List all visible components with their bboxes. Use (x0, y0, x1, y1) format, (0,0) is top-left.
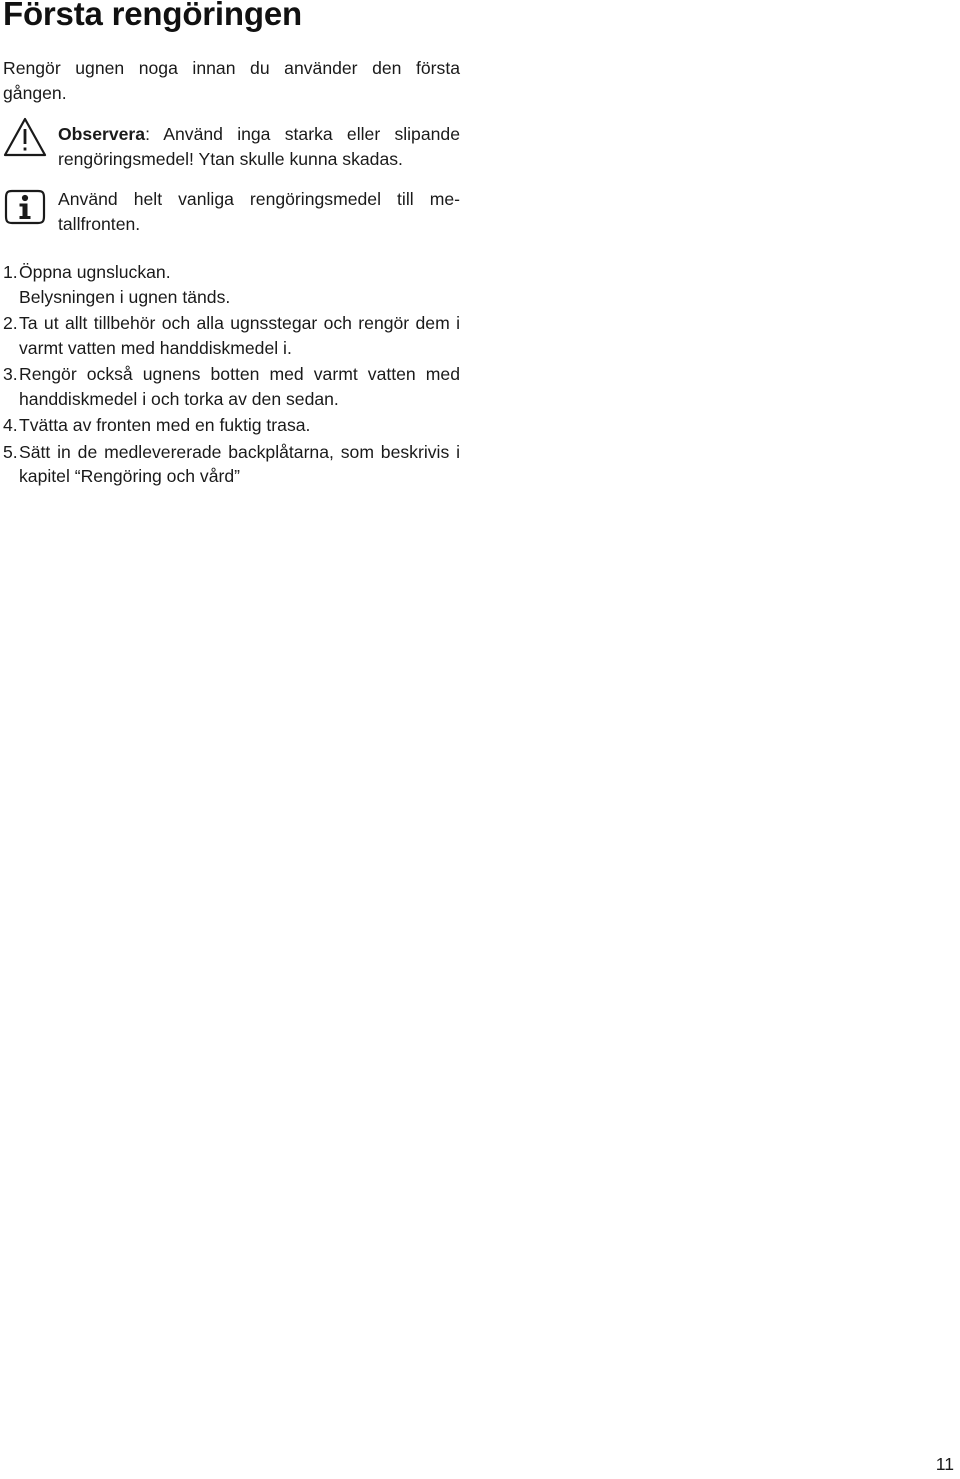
list-item (3, 413, 460, 438)
list-item (3, 311, 460, 360)
step-text: Tvätta av fronten med en fuktig trasa. (19, 415, 311, 435)
list-item (3, 362, 460, 411)
info-notice (3, 187, 460, 236)
info-icon (3, 188, 47, 226)
warning-triangle-icon (3, 117, 47, 157)
page-number: 11 (935, 1454, 954, 1474)
step-number: 1. (3, 262, 18, 282)
step-text: Sätt in de medlevererade backplåtarna, som beskrivis i kapitel “Rengöring och vård” (19, 441, 460, 486)
list-item (3, 260, 460, 309)
step-text: Öppna ugnsluckan. (19, 262, 171, 282)
step-subtext: Belysningen i ugnen tänds. (19, 286, 231, 307)
info-text: Använd helt vanliga rengöringsmedel till metallfronten. (58, 189, 460, 234)
step-number: 5. (3, 441, 18, 462)
step-number: 3. (3, 364, 18, 384)
warning-text (58, 122, 460, 171)
intro-paragraph: Rengör ugnen noga innan du använder den första gången. (3, 58, 460, 103)
page-title: Första rengöringen (3, 0, 302, 32)
step-number: 2. (3, 313, 18, 333)
warning-notice (3, 122, 460, 171)
step-text: Ta ut allt tillbehör och alla ugnsstegar och rengör dem i varmt vatten med handdiskmedel i. (19, 313, 460, 358)
steps-list (3, 260, 460, 489)
list-item (3, 440, 460, 489)
step-text: Rengör också ugnens botten med varmt vatten med handdiskmedel i och torka av den sedan. (19, 364, 460, 409)
step-number: 4. (3, 415, 18, 435)
warning-label: Observera (58, 124, 146, 144)
warning-body: : Använd inga starka eller slipande rengöringsmedel! Ytan skulle kunna skadas. (58, 124, 460, 169)
main-content (3, 56, 460, 491)
